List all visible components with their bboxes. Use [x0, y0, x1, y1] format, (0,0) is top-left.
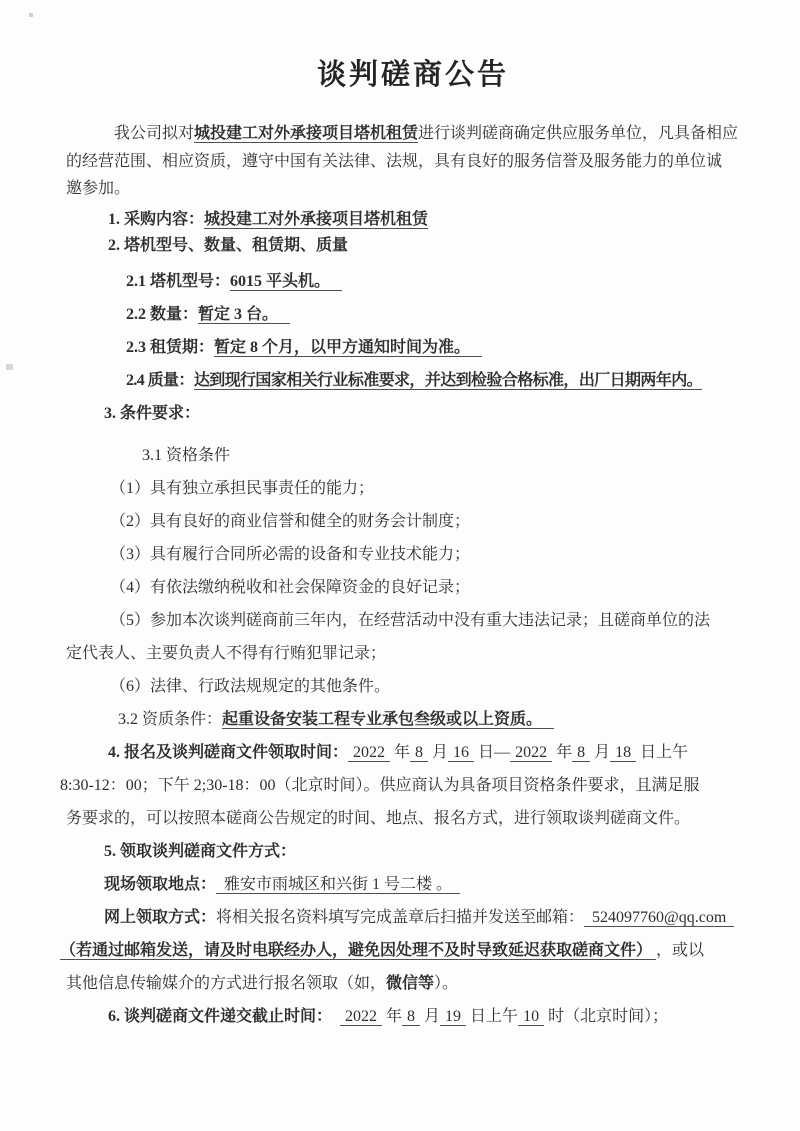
gap [332, 1008, 340, 1025]
intro-line-3: 邀参加。 [66, 180, 131, 197]
item-2-3-label: 2.3 租赁期： [126, 338, 215, 356]
online-pickup-label: 网上领取方式： [104, 908, 217, 926]
item-1-label: 1. 采购内容： [108, 210, 205, 228]
onsite-pickup-label: 现场领取地点： [104, 875, 217, 893]
other-media-close: ）。 [434, 974, 459, 992]
deadline-month: 8 [402, 1008, 420, 1026]
intro-line-2: 的经营范围、相应资质，遵守中国有关法律、法规，具有良好的服务信誉及服务能力的单位诚 [66, 152, 723, 170]
item-4-line-1 [66, 736, 760, 769]
date-separator: 时（北京时间）； [544, 1007, 669, 1025]
email-note: （若通过邮箱发送，请及时电联经办人，避免因处理不及时导致延迟获取磋商文件） [60, 942, 656, 960]
intro-paragraph [66, 120, 760, 203]
date-separator: 月 [428, 743, 449, 761]
email-address: 524097760@qq.com [584, 909, 734, 927]
end-day: 18 [610, 744, 636, 762]
scan-artifact [6, 364, 13, 370]
start-year: 2022 [348, 744, 390, 762]
item-3-2-value: 起重设备安装工程专业承包叁级或以上资质。 [222, 711, 554, 729]
date-separator: 月 [590, 743, 611, 761]
project-name-underlined: 城投建工对外承接项目塔机租赁 [194, 125, 419, 142]
start-month: 8 [410, 744, 428, 762]
item-3-heading-text: 3. 条件要求： [104, 404, 201, 422]
condition-3: （3）具有履行合同所必需的设备和专业技术能力； [110, 545, 471, 563]
online-pickup-text: 将相关报名资料填写完成盖章后扫描并发送至邮箱： [216, 908, 585, 926]
item-2-2-value: 暂定 3 台。 [198, 306, 290, 324]
item-5-heading-text: 5. 领取谈判磋商文件方式： [104, 842, 297, 860]
condition-4: （4）有依法缴纳税收和社会保障资金的良好记录； [110, 578, 471, 596]
date-separator: 日上午 [466, 1007, 519, 1025]
deadline-hour: 10 [518, 1008, 544, 1026]
item-4-label: 4. 报名及谈判磋商文件领取时间： [108, 743, 349, 761]
date-separator: 日— [474, 743, 511, 761]
item-1-value: 城投建工对外承接项目塔机租赁 [204, 210, 429, 228]
condition-5-line-2: 定代表人、主要负责人不得有行贿犯罪记录； [66, 644, 387, 662]
deadline-year: 2022 [340, 1008, 382, 1026]
item-2-2-label: 2.2 数量： [126, 305, 199, 323]
item-2-1-value: 6015 平头机。 [230, 273, 342, 291]
item-2-1-label: 2.1 塔机型号： [126, 272, 231, 290]
item-4-line-2: 8:30-12：00；下午 2;30-18：00（北京时间）。供应商认为具备项目资格条件要求，且满足服 [60, 776, 700, 794]
item-3-2-label: 3.2 资质条件： [118, 710, 223, 728]
item-4-line-3: 务要求的，可以按照本磋商公告规定的时间、地点、报名方式，进行领取谈判磋商文件。 [66, 809, 691, 827]
date-separator: 年 [552, 743, 573, 761]
end-month: 8 [572, 744, 590, 762]
item-6-label: 6. 谈判磋商文件递交截止时间： [108, 1007, 333, 1025]
item-1-purchase-content [66, 207, 760, 233]
other-media-text: 其他信息传输媒介的方式进行报名领取（如， [66, 974, 387, 992]
item-2-heading [66, 233, 760, 259]
item-2-heading-text: 2. 塔机型号、数量、租赁期、质量 [108, 236, 349, 254]
condition-6: （6）法律、行政法规规定的其他条件。 [110, 677, 391, 695]
start-day: 16 [448, 744, 474, 762]
intro-text: 我公司拟对 [114, 125, 195, 142]
item-2-2-quantity [66, 298, 760, 331]
item-2-3-value: 暂定 8 个月，以甲方通知时间为准。 [214, 339, 482, 357]
onsite-pickup-address: 雅安市雨城区和兴街 1 号二楼 。 [216, 876, 460, 894]
item-2-4-quality [66, 364, 760, 397]
date-separator: 日上午 [636, 743, 689, 761]
date-separator: 月 [420, 1007, 441, 1025]
scan-artifact [29, 13, 33, 17]
deadline-day: 19 [440, 1008, 466, 1026]
item-2-3-lease-period [66, 331, 760, 364]
note-after-text: ，或以 [656, 941, 705, 959]
item-3-1-heading: 3.1 资格条件 [142, 446, 231, 464]
item-2-4-value: 达到现行国家相关行业标准要求，并达到检验合格标准，出厂日期两年内。 [193, 371, 703, 389]
date-separator: 年 [390, 743, 411, 761]
wechat-emphasis: 微信等 [386, 974, 435, 992]
onsite-pickup-line [66, 868, 760, 901]
intro-text: 进行谈判磋商确定供应服务单位，凡具备相应 [418, 125, 739, 142]
intro-line-1 [66, 120, 760, 148]
condition-1: （1）具有独立承担民事责任的能力； [110, 479, 375, 497]
email-note-line [60, 934, 760, 967]
item-3-heading [66, 397, 760, 430]
condition-2: （2）具有良好的商业信誉和健全的财务会计制度； [110, 512, 471, 530]
item-2-4-label: 2.4 质量： [126, 371, 194, 389]
page-title: 谈判磋商公告 [316, 59, 509, 91]
item-6-deadline-line [66, 1000, 760, 1033]
item-2-1-model [66, 265, 760, 298]
end-year: 2022 [510, 744, 552, 762]
date-separator: 年 [382, 1007, 403, 1025]
item-5-heading [66, 835, 760, 868]
item-3-2-qualification [66, 703, 760, 736]
online-pickup-line [66, 901, 760, 934]
condition-5-line-1: （5）参加本次谈判磋商前三年内，在经营活动中没有重大违法记录；且磋商单位的法 [110, 611, 711, 629]
other-media-line [66, 967, 760, 1000]
